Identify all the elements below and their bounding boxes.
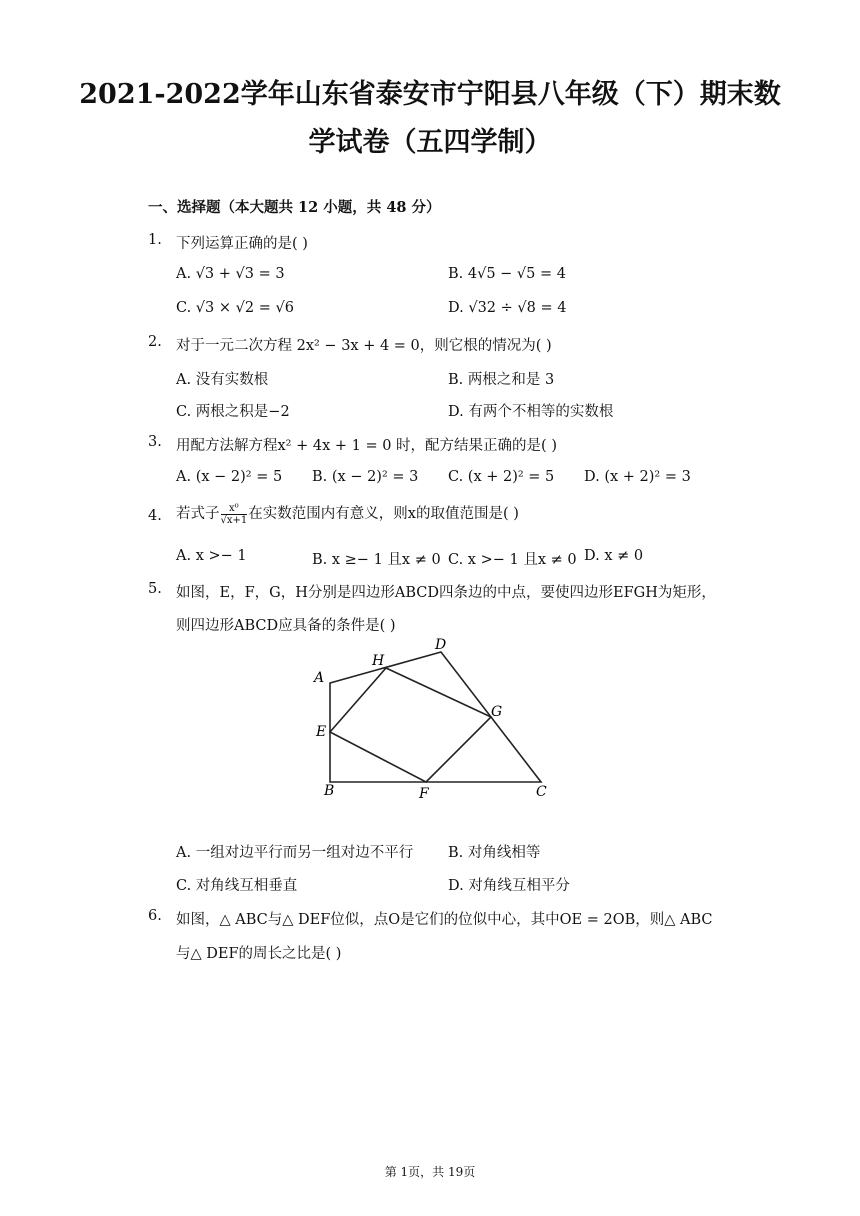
label-c: C <box>536 784 547 800</box>
question-number: 5. <box>148 581 162 597</box>
question-text: 用配方法解方程x² + 4x + 1 = 0 时，配方结果正确的是( ) <box>176 438 557 454</box>
question-text-pre: 若式子 <box>176 506 220 522</box>
page-title-line1: 2021-2022学年山东省泰安市宁阳县八年级（下）期末数 <box>79 79 781 110</box>
option-c: C. √3 × √2 = √6 <box>176 300 294 316</box>
question-text: 如图，△ ABC与△ DEF位似，点O是它们的位似中心，其中OE = 2OB，则△ ABC <box>176 912 713 928</box>
option-b: B. x ≥− 1 且x ≠ 0 <box>312 552 441 568</box>
fraction-numerator: x⁰ <box>221 503 248 515</box>
option-d: D. √32 ÷ √8 = 4 <box>448 300 567 316</box>
label-h: H <box>372 653 385 669</box>
label-f: F <box>419 786 429 802</box>
option-a: A. √3 + √3 = 3 <box>176 266 285 282</box>
option-c: C. x >− 1 且x ≠ 0 <box>448 552 577 568</box>
option-d: D. (x + 2)² = 3 <box>584 469 691 485</box>
option-b: B. 两根之和是 3 <box>448 372 555 388</box>
option-a: A. x >− 1 <box>176 548 247 564</box>
option-d: D. 对角线互相平分 <box>448 878 570 894</box>
page-title-line2: 学试卷（五四学制） <box>308 127 552 158</box>
option-c: C. 对角线互相垂直 <box>176 878 298 894</box>
label-b: B <box>324 783 335 799</box>
option-b: B. 4√5 − √5 = 4 <box>448 266 566 282</box>
question-text <box>176 502 519 526</box>
option-c: C. (x + 2)² = 5 <box>448 469 555 485</box>
question-number: 4. <box>148 508 162 524</box>
option-b: B. (x − 2)² = 3 <box>312 469 419 485</box>
label-a: A <box>314 670 325 686</box>
option-d: D. 有两个不相等的实数根 <box>448 404 614 420</box>
question-text-line2: 则四边形ABCD应具备的条件是( ) <box>176 618 396 634</box>
question-number: 3. <box>148 434 162 450</box>
fraction-denominator: √x+1 <box>220 514 248 526</box>
option-a: A. 没有实数根 <box>176 372 269 388</box>
question-text-line2: 与△ DEF的周长之比是( ) <box>176 946 342 962</box>
option-a: A. 一组对边平行而另一组对边不平行 <box>176 845 414 861</box>
label-e: E <box>316 724 327 740</box>
question-text: 下列运算正确的是( ) <box>176 236 308 252</box>
question-number: 6. <box>148 908 162 924</box>
quadrilateral-figure <box>300 632 560 807</box>
quadrilateral-abcd <box>330 652 541 782</box>
fraction <box>221 503 248 526</box>
option-b: B. 对角线相等 <box>448 845 541 861</box>
question-text: 对于一元二次方程 2x² − 3x + 4 = 0，则它根的情况为( ) <box>176 338 552 354</box>
question-text: 如图，E，F，G，H分别是四边形ABCD四条边的中点，要使四边形EFGH为矩形， <box>176 585 716 601</box>
option-c: C. 两根之积是−2 <box>176 404 290 420</box>
label-g: G <box>491 704 503 720</box>
label-d: D <box>435 637 447 653</box>
page-footer: 第 1页，共 19页 <box>384 1165 476 1179</box>
question-number: 1. <box>148 232 162 248</box>
option-d: D. x ≠ 0 <box>584 548 644 564</box>
question-text-post: 在实数范围内有意义，则x的取值范围是( ) <box>248 506 519 522</box>
option-a: A. (x − 2)² = 5 <box>176 469 283 485</box>
section-heading: 一、选择题（本大题共 12 小题，共 48 分） <box>148 199 441 216</box>
question-number: 2. <box>148 334 162 350</box>
